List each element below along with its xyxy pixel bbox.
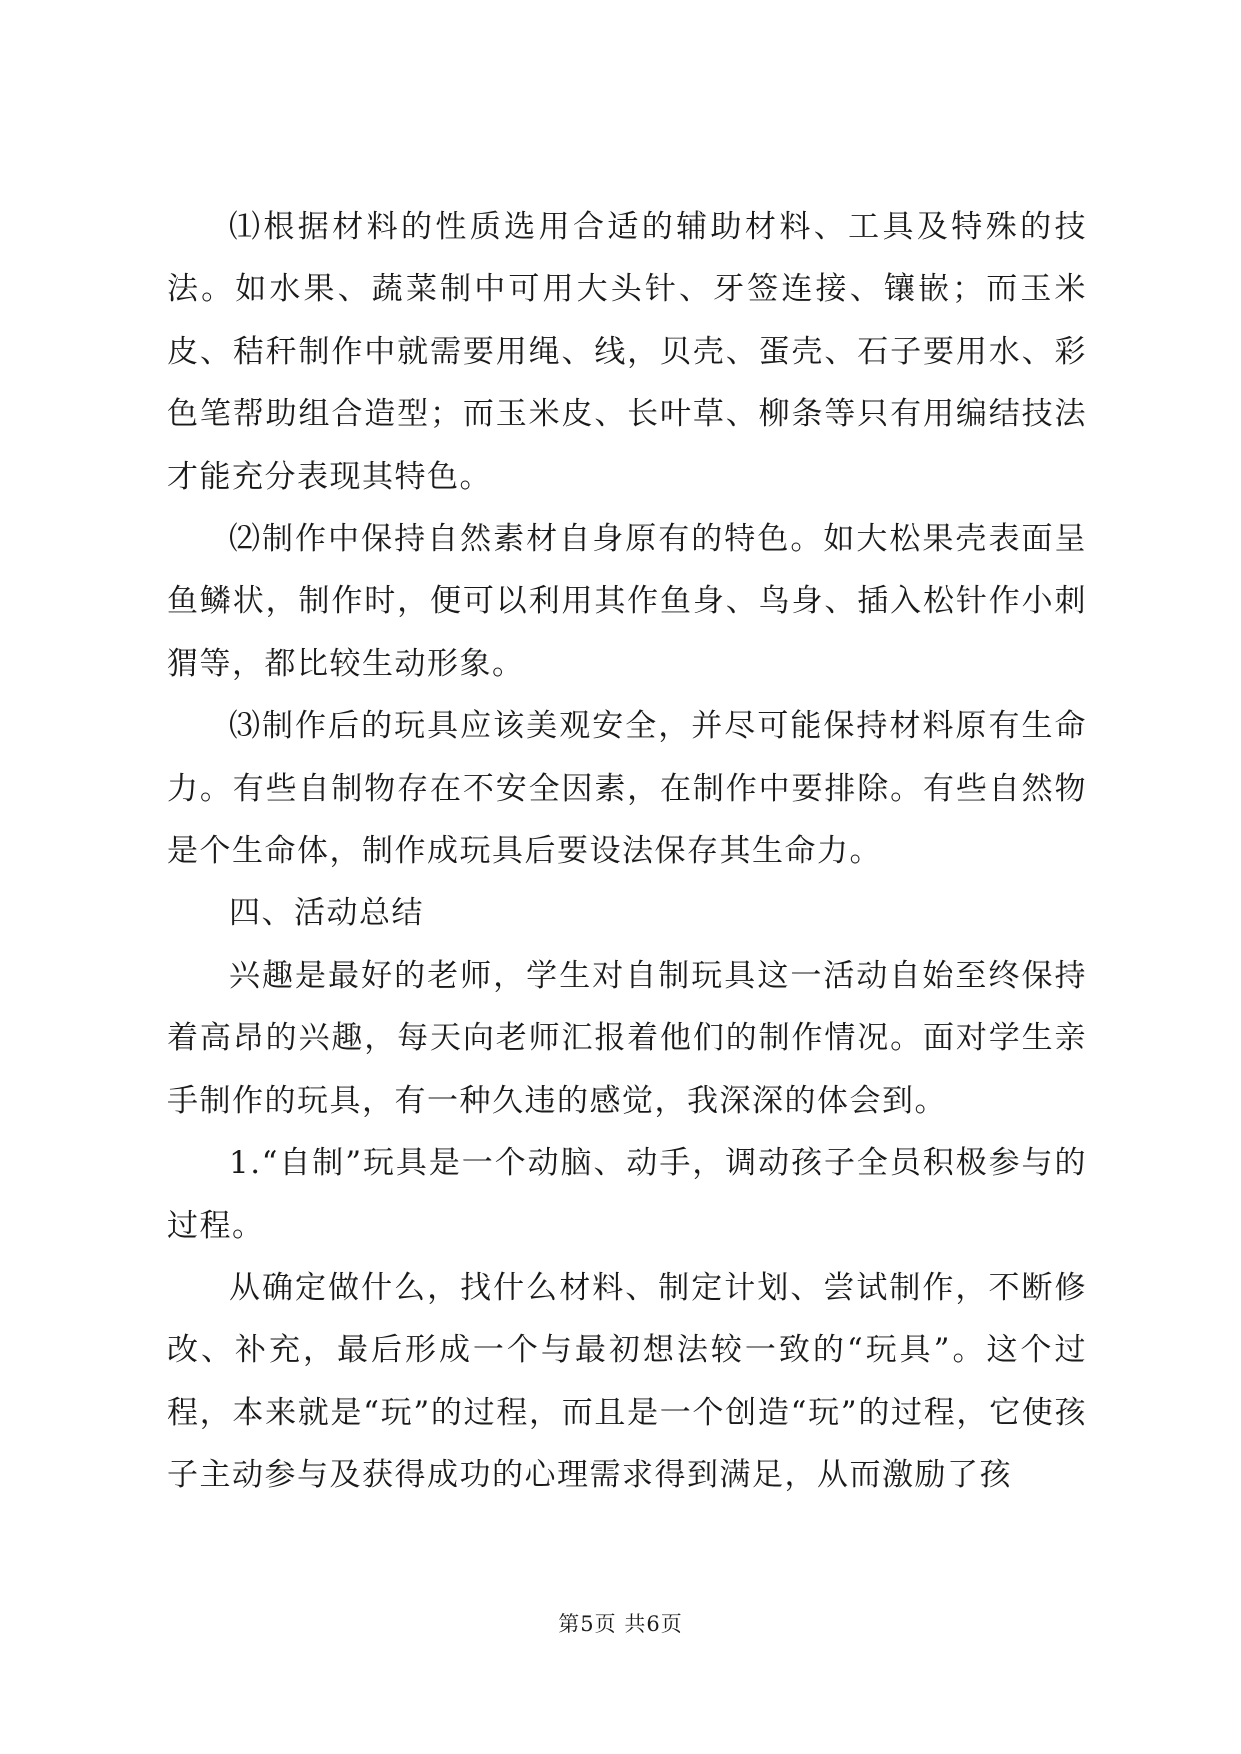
paragraph-point-one: 1.“自制”玩具是一个动脑、动手，调动孩子全员积极参与的过程。 xyxy=(167,1145,1087,1244)
page-footer: 第5页 共6页 xyxy=(558,1612,683,1636)
paragraph-interest: 兴趣是最好的老师，学生对自制玩具这一活动自始至终保持着高昂的兴趣，每天向老师汇报着他们的制作情况。面对学生亲手制作的玩具，有一种久违的感觉，我深深的体会到。 xyxy=(167,957,1087,1119)
paragraph-material-selection: ⑴根据材料的性质选用合适的辅助材料、工具及特殊的技法。如水果、蔬菜制中可用大头针、牙签连接、镶嵌；而玉米皮、秸秆制作中就需要用绳、线，贝壳、蛋壳、石子要用水、彩色笔帮助组合造型；而玉米皮、长叶草、柳条等只有用编结技法才能充分表现其特色。 xyxy=(167,209,1087,495)
document-body xyxy=(167,196,1087,1507)
paragraph-safety-and-vitality: ⑶制作后的玩具应该美观安全，并尽可能保持材料原有生命力。有些自制物存在不安全因素，在制作中要排除。有些自然物是个生命体，制作成玩具后要设法保存其生命力。 xyxy=(167,708,1087,870)
paragraph-keep-natural-features: ⑵制作中保持自然素材自身原有的特色。如大松果壳表面呈鱼鳞状，制作时，便可以利用其作鱼身、鸟身、插入松针作小刺猬等，都比较生动形象。 xyxy=(167,521,1087,682)
paragraph-process: 从确定做什么，找什么材料、制定计划、尝试制作，不断修改、补充，最后形成一个与最初想法较一致的“玩具”。这个过程，本来就是“玩”的过程，而且是一个创造“玩”的过程，它使孩子主动参与及获得成功的心理需求得到满足，从而激励了孩 xyxy=(167,1269,1087,1494)
section-heading-activity-summary: 四、活动总结 xyxy=(229,895,424,932)
